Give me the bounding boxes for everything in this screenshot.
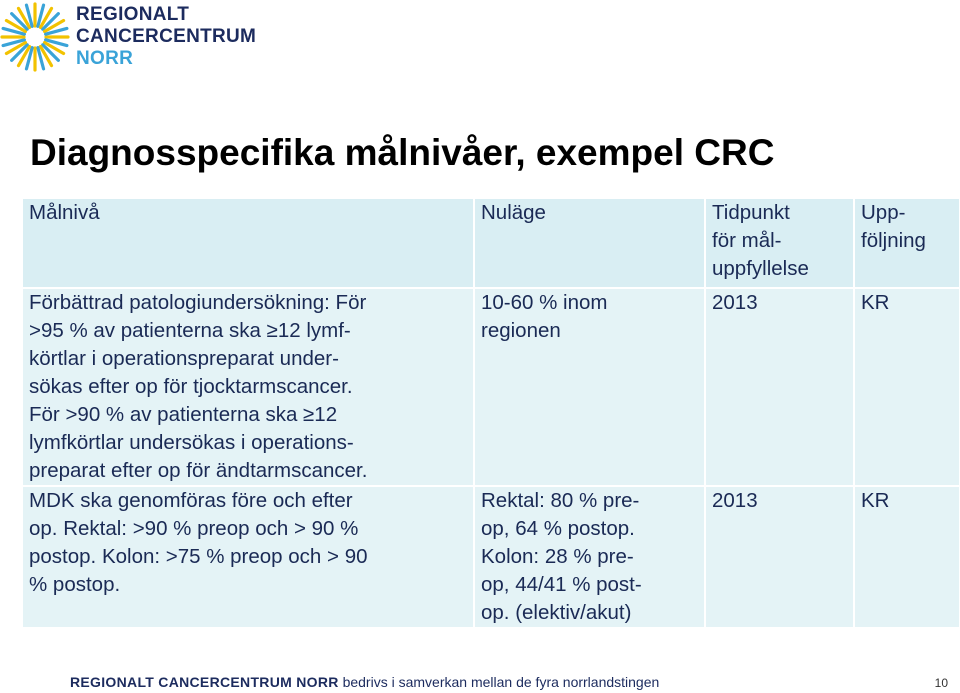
cell-uppfoljning	[855, 487, 959, 627]
cell-line: op. Rektal: >90 % preop och > 90 %	[29, 517, 359, 540]
cell-line: Nuläge	[481, 201, 546, 224]
cell-line: följning	[861, 229, 926, 252]
footer-brand: REGIONALT CANCERCENTRUM NORR	[70, 674, 339, 690]
logo-line-1: REGIONALT	[76, 4, 190, 25]
cell-line: Upp-	[861, 201, 906, 224]
header-uppfoljning	[855, 199, 959, 287]
cell-line: 2013	[712, 489, 758, 512]
cell-tidpunkt	[706, 487, 853, 627]
table-row	[23, 487, 959, 627]
cell-line: op. (elektiv/akut)	[481, 601, 632, 624]
cell-line: Tidpunkt	[712, 201, 790, 224]
sun-logo-icon	[0, 2, 70, 72]
table-header-row	[23, 199, 959, 287]
cell-line: 10-60 % inom	[481, 291, 608, 314]
footer	[70, 674, 659, 690]
cell-line: för mål-	[712, 229, 782, 252]
cell-line: 2013	[712, 291, 758, 314]
header-malniva	[23, 199, 473, 287]
cell-line: KR	[861, 489, 890, 512]
footer-text: bedrivs i samverkan mellan de fyra norrlandstingen	[338, 674, 660, 690]
cell-line: sökas efter op för tjocktarmscancer.	[29, 375, 353, 398]
cell-line: op, 44/41 % post-	[481, 573, 642, 596]
logo-text	[76, 4, 256, 70]
cell-line: Kolon: 28 % pre-	[481, 545, 634, 568]
logo-line-3: NORR	[76, 48, 134, 69]
cell-line: preparat efter op för ändtarmscancer.	[29, 459, 368, 482]
goals-table	[21, 197, 960, 629]
logo-line-2: CANCERCENTRUM	[76, 26, 257, 47]
cell-line: KR	[861, 291, 890, 314]
cell-line: regionen	[481, 319, 561, 342]
cell-line: uppfyllelse	[712, 257, 809, 280]
cell-malniva	[23, 289, 473, 485]
page-number: 10	[934, 676, 948, 690]
cell-nulage	[475, 289, 704, 485]
header-tidpunkt	[706, 199, 853, 287]
cell-line: körtlar i operationspreparat under-	[29, 347, 339, 370]
cell-line: postop. Kolon: >75 % preop och > 90	[29, 545, 368, 568]
cell-line: MDK ska genomföras före och efter	[29, 489, 353, 512]
logo	[0, 0, 257, 72]
cell-line: % postop.	[29, 573, 121, 596]
cell-line: Målnivå	[29, 201, 100, 224]
cell-tidpunkt	[706, 289, 853, 485]
cell-line: Förbättrad patologiundersökning: För	[29, 291, 367, 314]
page-title: Diagnosspecifika målnivåer, exempel CRC	[30, 132, 775, 173]
cell-malniva	[23, 487, 473, 627]
cell-line: lymfkörtlar undersökas i operations-	[29, 431, 354, 454]
cell-nulage	[475, 487, 704, 627]
cell-line: >95 % av patienterna ska ≥12 lymf-	[29, 319, 351, 342]
cell-uppfoljning	[855, 289, 959, 485]
header-nulage	[475, 199, 704, 287]
table-row	[23, 289, 959, 485]
cell-line: Rektal: 80 % pre-	[481, 489, 640, 512]
cell-line: op, 64 % postop.	[481, 517, 635, 540]
cell-line: För >90 % av patienterna ska ≥12	[29, 403, 338, 426]
